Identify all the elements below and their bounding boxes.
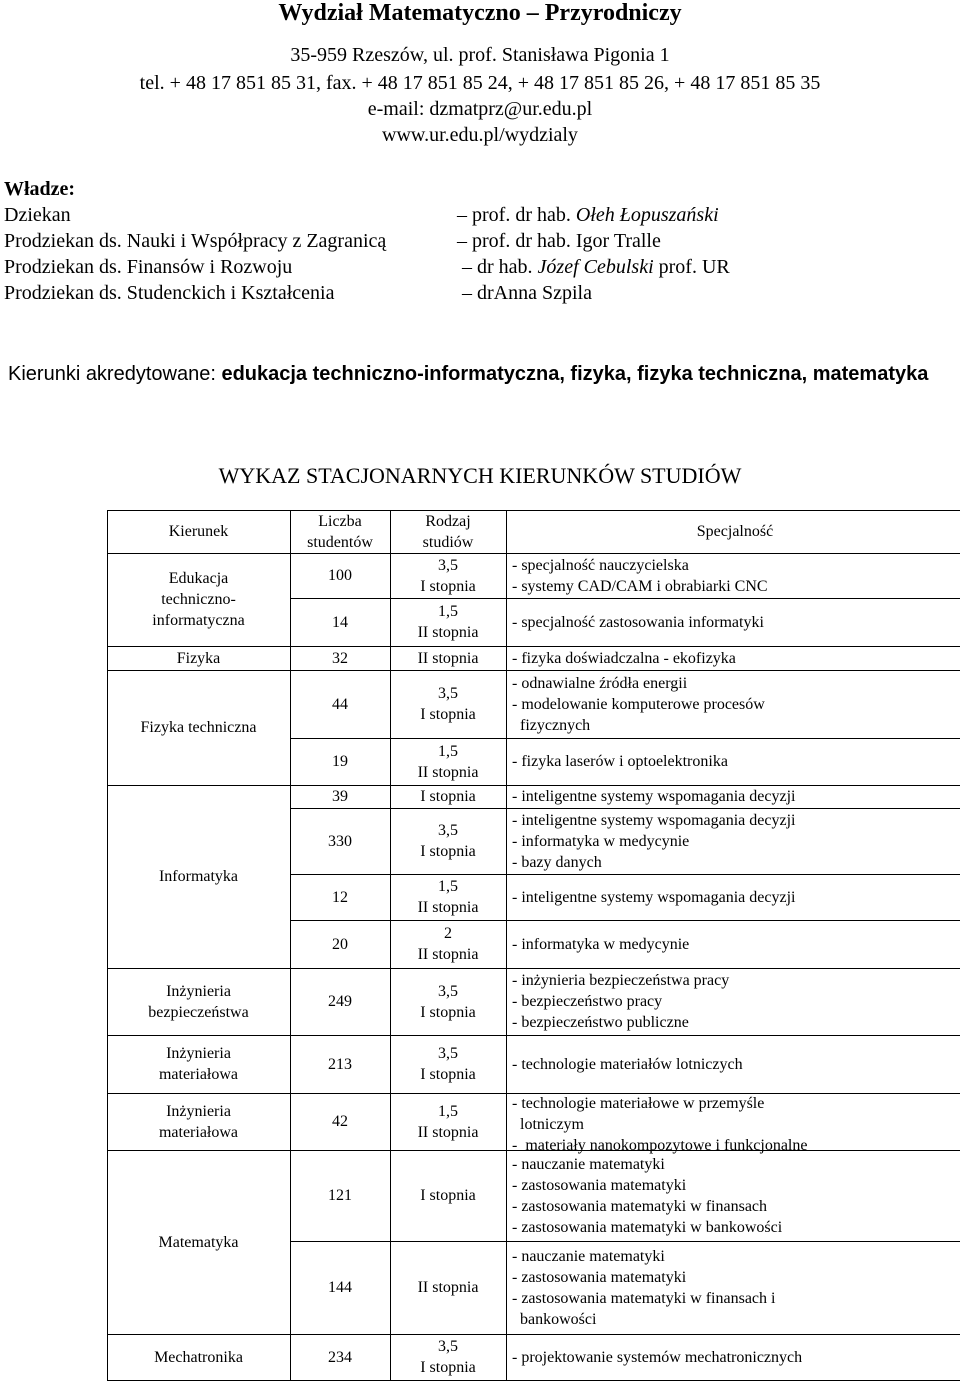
row-divider xyxy=(290,1241,960,1242)
study-type: 2 II stopnia xyxy=(417,925,479,963)
student-count: 121 xyxy=(328,1187,352,1204)
study-type: 1,5 II stopnia xyxy=(417,603,479,641)
student-count: 44 xyxy=(332,695,348,713)
study-type: 1,5 II stopnia xyxy=(417,742,479,781)
program-name: Inżynieria materiałowa xyxy=(158,1102,239,1141)
header-liczba: Liczba studentów xyxy=(307,512,373,551)
name-vicedean-finance: – dr hab. Józef Cebulski prof. UR xyxy=(462,256,730,278)
phones: tel. + 48 17 851 85 31, fax. + 48 17 851 85 24, + 48 17 851 85 26, + 48 17 851 85 35 xyxy=(139,72,821,94)
specialization-list: - fizyka laserów i optoelektronika xyxy=(512,753,728,770)
specialization-list: - informatyka w medycynie xyxy=(512,935,690,953)
student-count: 12 xyxy=(332,888,348,906)
specialization-list: - inteligentne systemy wspomagania decyzji xyxy=(512,788,796,805)
study-type: 3,5 I stopnia xyxy=(420,556,476,595)
specialization-list: - inteligentne systemy wspomagania decyzji xyxy=(512,888,796,906)
accredited-programs xyxy=(8,363,928,386)
role-dean: Dziekan xyxy=(4,204,71,226)
student-count: 213 xyxy=(328,1055,352,1073)
program-name: Inżynieria bezpieczeństwa xyxy=(148,982,249,1021)
student-count: 20 xyxy=(332,935,348,953)
row-divider xyxy=(290,738,960,739)
role-vicedean-finance: Prodziekan ds. Finansów i Rozwoju xyxy=(4,256,293,278)
program-name: Matematyka xyxy=(158,1233,239,1251)
program-divider xyxy=(107,1334,960,1335)
student-count: 19 xyxy=(332,753,348,770)
study-type: I stopnia xyxy=(420,1187,476,1204)
header-specjalnosc: Specjalność xyxy=(696,523,774,540)
student-count: 39 xyxy=(332,788,348,805)
row-divider xyxy=(290,598,960,599)
name-vicedean-students: – drAnna Szpila xyxy=(462,282,592,304)
student-count: 14 xyxy=(332,613,348,631)
program-name: Fizyka xyxy=(176,649,221,667)
study-type: 1,5 II stopnia xyxy=(417,1102,479,1141)
student-count: 32 xyxy=(332,649,348,667)
program-divider xyxy=(107,968,960,969)
student-count: 42 xyxy=(332,1113,348,1130)
specialization-list: - fizyka doświadczalna - ekofizyka xyxy=(512,649,736,667)
program-name: Fizyka techniczna xyxy=(140,719,257,736)
role-vicedean-students: Prodziekan ds. Studenckich i Kształcenia xyxy=(4,282,335,304)
specialization-list: - inteligentne systemy wspomagania decyzji - informatyka w medycynie - bazy danych xyxy=(512,811,796,871)
study-type: 3,5 I stopnia xyxy=(420,822,476,860)
study-type: 3,5 I stopnia xyxy=(420,1045,476,1083)
student-count: 100 xyxy=(328,567,352,584)
name-vicedean-science: – prof. dr hab. Igor Tralle xyxy=(457,230,661,252)
student-count: 330 xyxy=(328,832,352,850)
student-count: 234 xyxy=(328,1348,352,1366)
email: e-mail: dzmatprz@ur.edu.pl xyxy=(367,98,593,120)
table-title: WYKAZ STACJONARNYCH KIERUNKÓW STUDIÓW xyxy=(218,463,742,488)
specialization-list: - specjalność zastosowania informatyki xyxy=(512,613,764,631)
specialization-list: - nauczanie matematyki - zastosowania matematyki - zastosowania matematyki w finansach i bankowości xyxy=(512,1247,776,1328)
specialization-list: - nauczanie matematyki - zastosowania matematyki - zastosowania matematyki w finansach - zastosowania matematyki w bankowości xyxy=(512,1155,783,1236)
specialization-list: - technologie materiałowe w przemyśle lotniczym - materiały nanokompozytowe i funkcjonalne xyxy=(512,1095,808,1154)
student-count: 144 xyxy=(328,1279,352,1296)
specialization-list: - odnawialne źródła energii - modelowanie komputerowe procesów fizycznych xyxy=(512,674,765,734)
col-divider-spec xyxy=(506,510,507,1380)
name-dean: – prof. dr hab. Ołeh Łopuszański xyxy=(457,204,719,226)
specialization-list: - inżynieria bezpieczeństwa pracy - bezpieczeństwo pracy - bezpieczeństwo publiczne xyxy=(512,972,730,1031)
table-top-border xyxy=(107,510,960,511)
study-type: II stopnia xyxy=(417,1279,479,1296)
study-type: 3,5 I stopnia xyxy=(420,685,476,723)
study-type: 3,5 I stopnia xyxy=(420,982,476,1021)
header-kierunek: Kierunek xyxy=(168,523,229,540)
study-type: I stopnia xyxy=(420,788,476,805)
accredited-label: Kierunki akredytowane: xyxy=(8,363,222,385)
study-type: II stopnia xyxy=(417,649,479,667)
study-type: 1,5 II stopnia xyxy=(417,878,479,916)
study-type: 3,5 I stopnia xyxy=(420,1338,476,1376)
program-name: Inżynieria materiałowa xyxy=(158,1045,239,1083)
header-rodzaj: Rodzaj studiów xyxy=(422,512,474,551)
row-divider xyxy=(290,920,960,921)
program-name: Informatyka xyxy=(158,868,239,885)
row-divider xyxy=(290,874,960,875)
authorities-heading: Władze: xyxy=(4,178,76,200)
programs-table xyxy=(107,510,960,1380)
specialization-list: - projektowanie systemów mechatronicznych xyxy=(512,1348,803,1366)
program-divider xyxy=(107,1035,960,1036)
role-vicedean-science: Prodziekan ds. Nauki i Współpracy z Zagranicą xyxy=(4,230,387,252)
faculty-title: Wydział Matematyczno – Przyrodniczy xyxy=(278,0,682,26)
program-divider xyxy=(107,670,960,671)
program-name: Mechatronika xyxy=(154,1348,243,1366)
specialization-list: - technologie materiałów lotniczych xyxy=(512,1055,743,1073)
student-count: 249 xyxy=(328,993,352,1010)
accredited-list: edukacja techniczno-informatyczna, fizyka, fizyka techniczna, matematyka xyxy=(221,363,929,385)
specialization-list: - specjalność nauczycielska - systemy CAD/CAM i obrabiarki CNC xyxy=(512,556,768,595)
program-name: Edukacja techniczno- informatyczna xyxy=(152,570,245,629)
website: www.ur.edu.pl/wydzialy xyxy=(382,124,578,146)
address: 35-959 Rzeszów, ul. prof. Stanisława Pigonia 1 xyxy=(290,44,670,66)
